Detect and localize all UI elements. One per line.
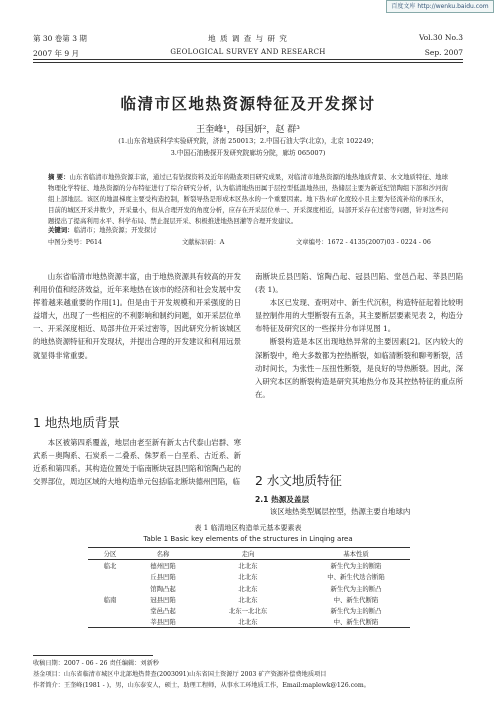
table-cell-strike: 北北东 [238,584,258,593]
affiliation-line-1: (1.山东省地质科学实验研究院，济南 250013；2.中国石油大学(北京)，北京 102249； [118,137,378,145]
volume-number: Vol.30 No.3 [418,33,463,42]
fund-note: 基金项目：山东省临清市城区中北部地热普查(2003091)山东省国土资源厅 2003 矿产资源补偿费地质项目 [33,671,327,678]
table-cell-zone: 临南 [103,595,117,604]
table-header-cell: 走向 [194,548,302,560]
footnote-rule [33,655,153,656]
table-row [88,616,410,628]
table-cell-nature: 新生代为主的断凸 [330,607,382,616]
right-paragraph-2: 本区已发现、查明对中、新生代沉积，构造特征起着比较明显控制作用的大型断裂有五条，其主要断层要素见表 2，构造分布特征及研究区的一些探井分布详见图 1。 [255,298,463,334]
table-cell-strike: 北东一北北东 [228,607,268,616]
header-rule-thin [33,62,463,63]
document-code: 文献标识码：A [182,239,225,246]
journal-name-cn: 地 质 调 查 与 研 究 [208,34,288,43]
table-cell-name: 馆陶凸起 [150,584,176,593]
affiliation-line-2: 3.中国石油勘探开发研究院廊坊分院，廊坊 065007) [170,149,326,157]
table-cell-strike: 北北东 [194,616,302,628]
table-cell-strike: 北北东 [238,595,258,604]
issue-date: 2007 年 9 月 [33,49,80,58]
right-column [255,270,463,401]
table-caption-cn: 表 1 临清地区构造单元基本要素表 [194,524,302,532]
table-header-row [88,548,410,560]
table-cell-nature: 中、新生代断陷 [333,595,379,604]
table-header-cell: 分区 [88,548,132,560]
intro-paragraph: 山东省临清市地热资源丰富，由于地热资源具有较高的开发利用价值和经济效益，近年来地热在该市的经济和社会发展中发挥着越来越重要的作用[1]。但是由于开发规模和开采强度的日益增大，出现了一些相应的不利影响和制约问题，如开采层位单一、开采深度相近、局部井位开采过密等，因此研究分析该城区的地热资源特征和开发现状，并提出合理的开发建议和利用远景就显得非常重要。 [33,272,241,360]
table-cell-zone [88,616,132,628]
table-cell-zone [88,583,132,594]
structure-table [88,547,410,628]
authors: 王奎峰¹，母国妍²，赵 群³ [196,125,300,135]
keywords-text: 临清市；地热资源；开发探讨 [73,226,157,234]
subsection-2-1-heading: 2.1 热源及盖层 [255,495,310,504]
table-header-cell: 基本性质 [302,548,410,560]
table-cell-name: 莘县凹陷 [132,616,194,628]
journal-name-en: GEOLOGICAL SURVEY AND RESEARCH [170,48,326,56]
geology-paragraph: 本区被第四系覆盖，地层由老至新有新太古代泰山岩群、寒武系－奥陶系、石炭系－二叠系、侏罗系－白垩系、古近系、新近系和第四系。其构造位置处于临南断块冠县凹陷和馆陶凸起的交界部位，周边区域的大地构造单元包括临北断块德州凹陷，临 [33,438,241,487]
table-cell-name: 丘县凹陷 [150,573,176,582]
table-row [88,560,410,572]
abstract [48,172,448,227]
right-paragraph-4: 该区地热类型属层控型，热源主要自地球内 [269,507,411,516]
table-cell-nature: 新生代为主的断陷 [330,562,382,571]
left-column-2 [33,436,241,488]
table-cell-strike: 北北东 [238,573,258,582]
table-cell-zone [88,605,132,616]
issue-label: 第 30 卷第 3 期 [33,34,87,43]
table-cell-name: 冠县凹陷 [150,595,176,604]
table-caption-en: Table 1 Basic key elements of the structures in Linqing area [143,535,353,543]
clc-number: 中图分类号：P614 [48,239,103,246]
keywords-label: 关键词： [48,226,74,234]
section-1-heading: 1 地热地质背景 [33,415,120,430]
author-bio: 作者简介：王奎峰(1981 - )，男，山东泰安人，硕士，助理工程师，从事水工环地质工作，Email:maplewk@126.com。 [33,682,370,689]
table-row [88,605,410,616]
table-cell-zone: 临北 [103,562,117,571]
abstract-label: 摘 要： [48,173,70,181]
received-date: 收稿日期：2007 - 06 - 26 责任编辑：刘新秒 [33,660,159,667]
paper-title: 临清市区地热资源特征及开发探讨 [120,94,376,113]
left-column [33,270,241,362]
section-2-heading: 2 水文地质特征 [255,473,342,488]
date-en: Sep. 2007 [424,48,463,57]
table-cell-strike: 北北东 [238,562,258,571]
keywords [48,225,157,234]
right-paragraph-1: 南断块丘县凹陷、馆陶凸起、冠县凹陷、堂邑凸起、莘县凹陷(表 1)。 [255,272,463,295]
article-number: 文章编号：1672 - 4135(2007)03 - 0224 - 06 [296,239,431,246]
table-cell-nature: 中、新生代迭合断陷 [327,573,385,582]
table-cell-zone [88,571,132,582]
abstract-text: 山东省临清市地热资源丰富，通过已有钻探资料及近年的勘查项目研究成果，对临清市地热资源的地热地质背景、水文地质特征、地球物理化学特征、地热资源的分布特征进行了综合研究分析，认为临清地热田属于层控型低温地热田，热储层主要为新近纪馆陶组下部和沙河街组上部地层。该区的地温梯度主要受构造控制，断裂导热是形成本区热水的一个重要因素。地下热水矿化度较小且主要为径流补给的承压水，目前的城区开采井数少，开采量小，但从合理开发的角度分析，应存在开采层位单一、开采深度相近，局部开采存在过密等问题，针对这些问题提出了提高利用水平、科学布局、禁止混层开采、积极推进地热回灌等合理开发建议。 [48,173,448,225]
table-cell-nature: 新生代为主的断凸 [330,584,382,593]
right-paragraph-3: 断裂构造是本区出现地热异常的主要因素[2]。区内较大的深断裂中，绝大多数都为控热断裂，如临清断裂和聊考断裂，活动时间长，为张性－压扭性断裂，是良好的导热断裂。因此，深入研究本区的断裂构造是研究其地热分布及其控热特征的重点所在。 [255,337,463,399]
header-rule [33,59,463,60]
table-row [88,583,410,594]
table-cell-nature: 中、新生代断陷 [302,616,410,628]
table-header-cell: 名称 [132,548,194,560]
table-cell-name: 堂邑凸起 [150,607,176,616]
table-row [88,594,410,605]
table-cell-name: 德州凹陷 [150,562,176,571]
watermark: 百度文库 http://wenku.baidu.com [386,0,494,13]
table-row [88,571,410,582]
right-column-2 [255,505,463,518]
